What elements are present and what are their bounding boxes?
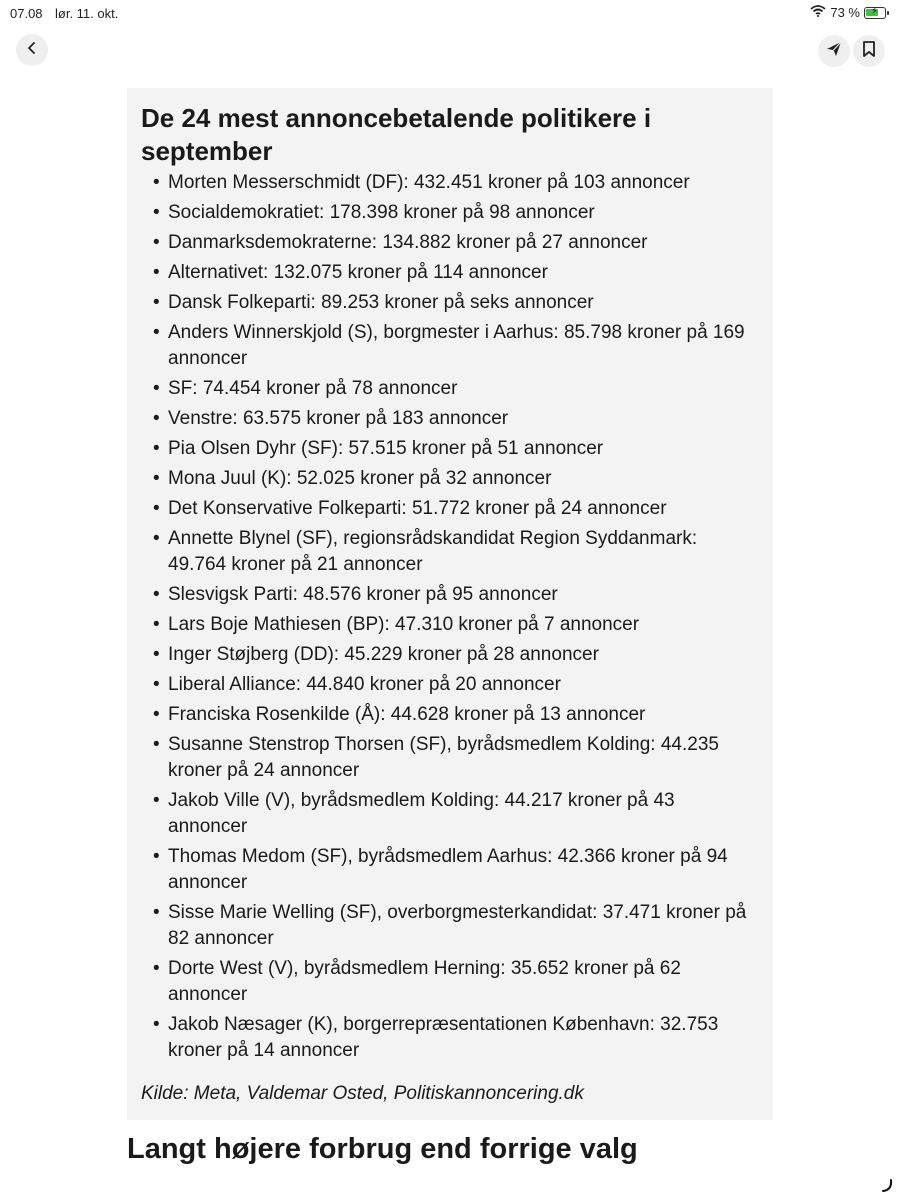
status-date: lør. 11. okt. [55, 6, 119, 21]
bookmark-icon [862, 41, 876, 62]
section-heading: Langt højere forbrug end forrige valg [127, 1133, 638, 1165]
list-item: • Socialdemokratiet: 178.398 kroner på 98 annoncer [153, 200, 753, 226]
factbox-title: De 24 mest annoncebetalende politikere i september [141, 103, 652, 166]
back-button[interactable] [16, 34, 48, 66]
chevron-left-icon [25, 41, 39, 60]
nav-bar [0, 30, 900, 74]
status-time: 07.08 [10, 6, 43, 21]
list-item: • Susanne Stenstrop Thorsen (SF), byrådsmedlem Kolding: 44.235 kroner på 24 annoncer [153, 732, 753, 784]
bookmark-button[interactable] [853, 35, 885, 67]
status-indicators [810, 5, 886, 20]
list-item: • Dorte West (V), byrådsmedlem Herning: 35.652 kroner på 62 annoncer [153, 956, 753, 1008]
list-item: • Morten Messerschmidt (DF): 432.451 kroner på 103 annoncer [153, 170, 753, 196]
list-item: • Slesvigsk Parti: 48.576 kroner på 95 annoncer [153, 582, 753, 608]
list-item: • Alternativet: 132.075 kroner på 114 annoncer [153, 260, 753, 286]
list-item: • SF: 74.454 kroner på 78 annoncer [153, 376, 753, 402]
list-item: • Sisse Marie Welling (SF), overborgmesterkandidat: 37.471 kroner på 82 annoncer [153, 900, 753, 952]
list-item: • Venstre: 63.575 kroner på 183 annoncer [153, 406, 753, 432]
battery-icon [864, 7, 886, 19]
list-item: • Jakob Næsager (K), borgerrepræsentationen København: 32.753 kroner på 14 annoncer [153, 1012, 753, 1064]
list-item: • Dansk Folkeparti: 89.253 kroner på seks annoncer [153, 290, 753, 316]
list-item: • Lars Boje Mathiesen (BP): 47.310 kroner på 7 annoncer [153, 612, 753, 638]
list-item: • Thomas Medom (SF), byrådsmedlem Aarhus: 42.366 kroner på 94 annoncer [153, 844, 753, 896]
status-bar [0, 0, 900, 30]
list-item: • Inger Støjberg (DD): 45.229 kroner på 28 annoncer [153, 642, 753, 668]
list-item: • Liberal Alliance: 44.840 kroner på 20 annoncer [153, 672, 753, 698]
list-item: • Pia Olsen Dyhr (SF): 57.515 kroner på 51 annoncer [153, 436, 753, 462]
list-item: • Franciska Rosenkilde (Å): 44.628 kroner på 13 annoncer [153, 702, 753, 728]
list-item: • Annette Blynel (SF), regionsrådskandidat Region Syddanmark: 49.764 kroner på 21 annoncer [153, 526, 753, 578]
fact-list [153, 170, 753, 1068]
list-item: • Anders Winnerskjold (S), borgmester i Aarhus: 85.798 kroner på 169 annoncer [153, 320, 753, 372]
paper-plane-icon [825, 40, 843, 63]
factbox-source: Kilde: Meta, Valdemar Osted, Politiskannoncering.dk [141, 1083, 584, 1104]
charging-icon: ⚡ [871, 5, 879, 17]
list-item: • Mona Juul (K): 52.025 kroner på 32 annoncer [153, 466, 753, 492]
list-item: • Det Konservative Folkeparti: 51.772 kroner på 24 annoncer [153, 496, 753, 522]
wifi-icon [810, 5, 826, 20]
battery-percent: 73 % [830, 5, 860, 20]
list-item: • Danmarksdemokraterne: 134.882 kroner på 27 annoncer [153, 230, 753, 256]
scroll-indicator [880, 1178, 894, 1199]
list-item: • Jakob Ville (V), byrådsmedlem Kolding: 44.217 kroner på 43 annoncer [153, 788, 753, 840]
factbox [127, 88, 773, 1120]
share-button[interactable] [818, 35, 850, 67]
